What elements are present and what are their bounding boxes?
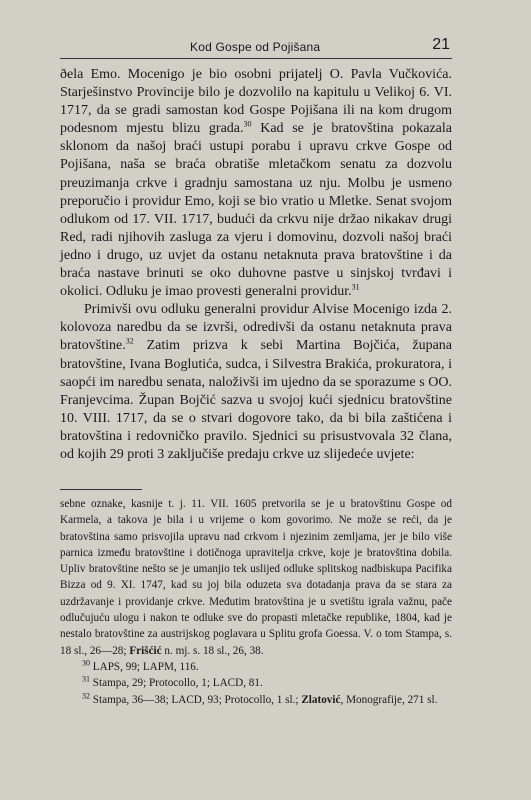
- paragraph-text: Zatim prizva k sebi Martina Bojčića, župana bratovštine, Ivana Boglutića, sudca, i Silvestra Brakića, prokuratora, i saopći im naredbu senata, naloživši im ujedno da se sporazume s OO. Franjevcima. Župan Bojčić sazva u svojoj kući sjednicu bratovštine 10. VIII. 1717, da se o stvari dogovore tako, da bi bila zaštićena i bratovština i redovničko pravilo. Sjednici su prisustvovala 32 člana, od kojih 29 proti 3 zaključiše predaju crkve uz slijedeće uvjete:: [60, 338, 453, 462]
- footnote-ref: 30: [243, 119, 252, 129]
- footnote-number: 32: [82, 690, 90, 700]
- paragraph-text: Kad se je bratovština pokazala sklonom da našoj braći ustupi porabu i upravu crkve Gospe od Pojišana, naša se braća obratiše mletačkom senatu za dozvolu preuzimanja crkve i gradnju samostana uz nju. Molbu je usmeno preporučio i providur Emo, koji se bio vratio u Mletke. Senat svojom odlukom od 17. VII. 1717, budući da crkvu nije držao nikakav drugi Red, radi njihovih zasluga za vjeru i domovinu, dozvoli našoj braći jedno i drugo, uz uvjet da ostanu netaknuta prava bratovštine i da braća nastave brinuti se oko duhovne pastve u sinjskoj tvrđavi i okolici. Odluku je imao provesti generalni providur.: [60, 121, 453, 300]
- footnote-divider: [60, 489, 142, 490]
- footnotes: [60, 496, 452, 708]
- author-name: Frišćić: [129, 644, 162, 657]
- footnote-ref: 31: [351, 282, 360, 292]
- page-header: [60, 36, 452, 59]
- author-name: Zlatović: [301, 693, 341, 706]
- footnote: [60, 659, 452, 675]
- footnote-text: sebne oznake, kasnije t. j. 11. VII. 1605 pretvorila se je u bratovštinu Gospe od Karmela, a takova je bila i u vrijeme o kom govorimo. Ne može se reći, da je bratovština samo prisvojila upravu nad crkvom i njezinim zemljama, jer je bilo više parnica između bratovštine i dotičnoga upravitelja crkve, koje je bratovština dobila. Upliv bratovštine nešto se je umanjio tek uslijed odluke splitskog nadbiskupa Pacifika Bizza od 9. XI. 1747, kad su joj bila oduzeta sva dotadanja prava da se stara za uzdržavanje i providanje crkve. Međutim bratovština je u svetištu igrala važnu, pače odlučujuću ulogu i nakon te odluke sve do propasti mletačke republike, 1804, kad je nestalo bratovštine za austrijskog poglavara u Splitu grofa Goessa. V. o tom Stampa, s. 18 sl., 26—28;: [60, 498, 452, 657]
- footnote-number: 30: [82, 658, 90, 668]
- footnote-text: , Monografije, 271 sl.: [340, 693, 438, 706]
- footnote-continuation: [60, 496, 452, 659]
- footnote-text: Stampa, 29; Protocollo, 1; LACD, 81.: [92, 677, 263, 690]
- main-text: [60, 66, 452, 464]
- footnote-text: n. mj. s. 18 sl., 26, 38.: [164, 644, 264, 657]
- footnote: [60, 675, 452, 691]
- paragraph: [60, 301, 452, 464]
- paragraph-text: ðela Emo. Mocenigo je bio osobni prijatelj O. Pavla Vučkovića. Starješinstvo Provincije bilo je dozvolilo na kapitulu u Velikoj 6. VI. 1717, da se gradi samostan kod Gospe Pojišana ili na kom drugom podesnom mjestu blizu grada.: [60, 67, 452, 137]
- paragraph-text: Primivši ovu odluku generalni providur Alvise Mocenigo izda 2. kolovoza naredbu da se izvrši, odredivši da ostanu netaknuta prava bratovštine.: [60, 302, 452, 354]
- footnote-text: Stampa, 36—38; LACD, 93; Protocollo, 1 sl.;: [92, 693, 299, 706]
- footnote-ref: 32: [125, 336, 134, 346]
- footnote-number: 31: [82, 674, 90, 684]
- page-number: 21: [432, 36, 450, 53]
- footnote-text: LAPS, 99; LAPM, 116.: [92, 660, 199, 673]
- paragraph: [60, 66, 452, 301]
- running-title: Kod Gospe od Pojišana: [190, 40, 321, 54]
- footnote: [60, 692, 452, 708]
